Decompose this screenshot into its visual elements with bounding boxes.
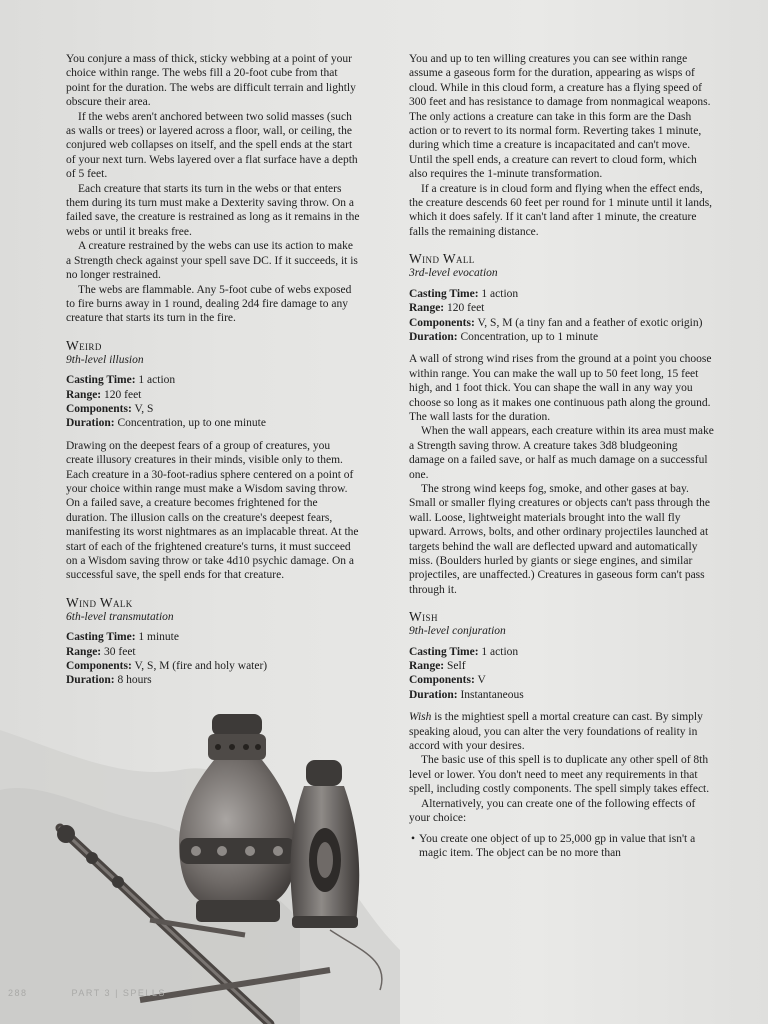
duration: Duration: 8 hours (66, 674, 152, 687)
range: Range: 30 feet (66, 645, 136, 658)
spell-title: Wind Wall (409, 251, 475, 267)
range: Range: 120 feet (66, 388, 142, 401)
casting-time: Casting Time: 1 action (66, 374, 176, 387)
wind-walk-description (409, 52, 714, 239)
paragraph: When the wall appears, each creature within its area must make a Strength saving throw. A creature takes 3d8 bludgeoning damage on a failed save, or half as much damage on a successful one. (409, 425, 714, 481)
duration: Duration: Concentration, up to one minute (66, 417, 266, 430)
duration: Duration: Concentration, up to 1 minute (409, 330, 599, 343)
spell-wish (409, 609, 714, 860)
components: Components: V, S (66, 402, 154, 415)
paragraph: The basic use of this spell is to duplicate any other spell of 8th level or lower. You don't need to meet any requirements in that spell, including costly components. The spell simply takes effect. (409, 754, 710, 796)
paragraph: The strong wind keeps fog, smoke, and other gases at bay. Small or smaller flying creatures or objects can't pass through the wall. Loose, lightweight materials brought into the wall fly upward. Arrows, bolts, and other ordinary projectiles launched at targets behind the wall are deflected upward and automatically miss. (Boulders hurled by giants or siege engines, and similar projectiles, are unaffected.) Creatures in gaseous form can't pass through it. (409, 482, 710, 596)
paragraph: If a creature is in cloud form and flying when the effect ends, the creature descends 60 feet per round for 1 minute until it lands, which it does safely. If it can't land after 1 minute, the creature falls the remaining distance. (409, 182, 713, 238)
components: Components: V, S, M (fire and holy water) (66, 660, 268, 673)
paragraph: Each creature that starts its turn in the webs or that enters them during its turn must make a Dexterity saving throw. On a failed save, the creature is restrained as long as it remains in the webs or until it breaks free. (66, 182, 360, 238)
paragraph: Alternatively, you can create one of the following effects of your choice: (409, 797, 696, 825)
range: Range: Self (409, 660, 466, 673)
paragraph: Wish is the mightiest spell a mortal creature can cast. By simply speaking aloud, you can alter the very foundations of reality in accord with your desires. (409, 711, 703, 753)
range: Range: 120 feet (409, 302, 485, 315)
spell-school: 9th-level illusion (66, 353, 144, 366)
spell-school: 6th-level transmutation (66, 610, 174, 623)
list-item: • You create one object of up to 25,000 gp in value that isn't a magic item. The object can be no more than (411, 832, 696, 859)
large-bottle-icon (179, 714, 297, 922)
paragraph: A wall of strong wind rises from the ground at a point you choose within range. You can make the wall up to 50 feet long, 15 feet high, and 1 foot thick. You can shape the wall in any way you choose so long as it makes one continuous path along the ground. The wall lasts for the duration. (409, 353, 712, 423)
spell-school: 9th-level conjuration (409, 625, 506, 638)
casting-time: Casting Time: 1 action (409, 287, 519, 300)
spell-title: Wind Walk (66, 594, 133, 610)
paragraph: The webs are flammable. Any 5-foot cube of webs exposed to fire burns away in 1 round, dealing 2d4 fire damage to any creature that starts its turn in the fire. (66, 283, 352, 325)
spell-wind-walk (66, 595, 360, 688)
casting-time: Casting Time: 1 action (409, 645, 519, 658)
spell-school: 3rd-level evocation (409, 267, 498, 280)
spell-title: Weird (66, 337, 102, 353)
left-column (66, 52, 360, 688)
web-spell-continuation (66, 52, 360, 326)
duration: Duration: Instantaneous (409, 688, 524, 701)
potion-bottles-and-staff-illustration (0, 710, 400, 1024)
paragraph: You conjure a mass of thick, sticky webbing at a point of your choice within range. The webs fill a 20-foot cube from that point for the duration. The webs are difficult terrain and lightly obscure their area. (66, 53, 356, 109)
spell-title: Wish (409, 609, 438, 625)
spell-weird (66, 338, 360, 583)
section-label: PART 3 | SPELLS (71, 988, 166, 998)
components: Components: V, S, M (a tiny fan and a feather of exotic origin) (409, 316, 703, 329)
bullet-icon: • (411, 832, 416, 845)
paragraph: Drawing on the deepest fears of a group of creatures, you create illusory creatures in their minds, visible only to them. Each creature in a 30-foot-radius sphere centered on a point of your choice within range must make a Wisdom saving throw. On a failed save, a creature becomes frightened for the duration. The illusion calls on the creature's deepest fears, manifesting its worst nightmares as an implacable threat. At the start of each of the frightened creature's turns, it must succeed on a Wisdom saving throw or take 4d10 psychic damage. On a successful save, the spell ends for that creature. (66, 439, 359, 582)
right-column (409, 52, 714, 860)
components: Components: V (409, 674, 486, 687)
casting-time: Casting Time: 1 minute (66, 631, 179, 644)
page-footer (8, 988, 206, 998)
paragraph: If the webs aren't anchored between two solid masses (such as walls or trees) or layered across a floor, wall, or ceiling, the conjured web collapses on itself, and the spell ends at the start of your next turn. Webs layered over a flat surface have a depth of 5 feet. (66, 110, 358, 181)
paragraph: You and up to ten willing creatures you can see within range assume a gaseous form for the duration, appearing as wisps of cloud. While in this cloud form, a creature has a flying speed of 300 feet and has resistance to damage from nonmagical weapons. The only actions a creature can take in this form are the Dash action or to revert to its normal form. Reverting takes 1 minute, during which time a creature is incapacitated and can't move. Until the spell ends, a creature can revert to cloud form, which also requires the 1-minute transformation. (409, 53, 711, 181)
page-number: 288 (8, 988, 28, 998)
spell-wind-wall (409, 251, 714, 597)
paragraph: A creature restrained by the webs can use its action to make a Strength check against your spell save DC. If it succeeds, it is no longer restrained. (66, 240, 358, 282)
